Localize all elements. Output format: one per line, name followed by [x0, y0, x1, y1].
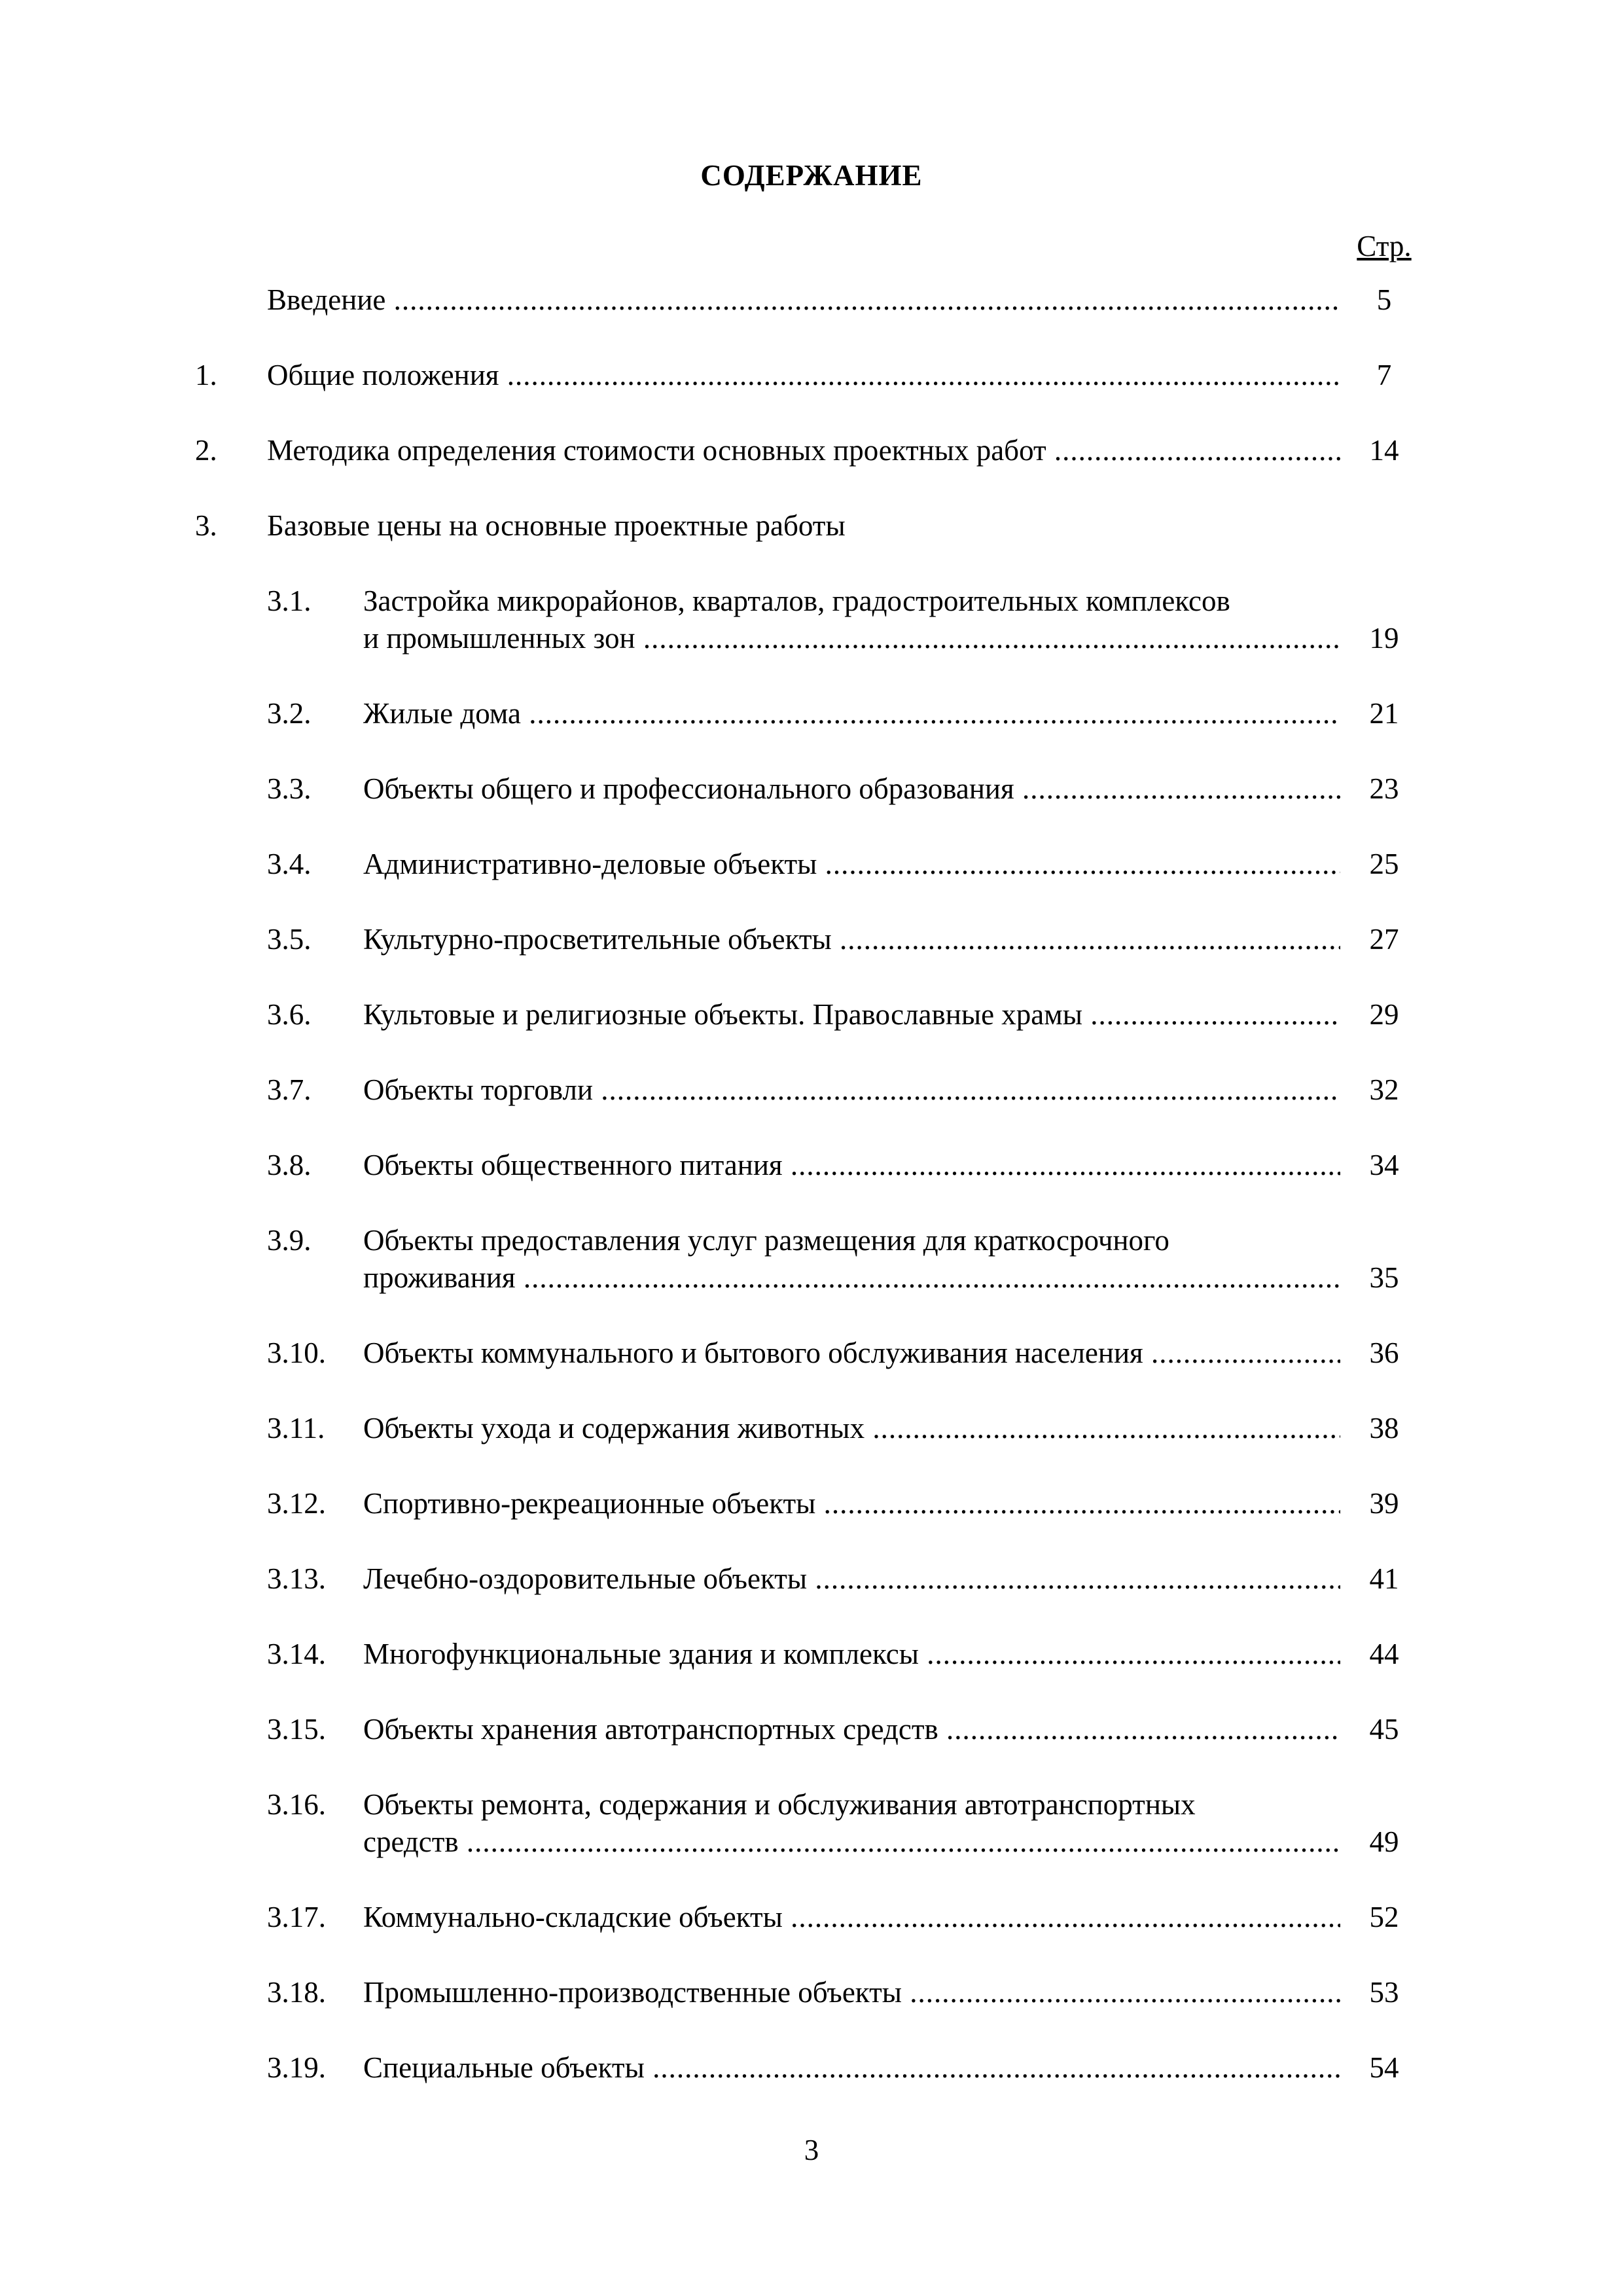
- toc-entry-3-4[interactable]: [0, 844, 1623, 884]
- toc-entry-text: проживания .....: [363, 1258, 1340, 1297]
- toc-entry-text: Жилые дома .....: [363, 694, 1340, 733]
- toc-entry-page: 35: [1369, 1261, 1399, 1294]
- toc-entry-3[interactable]: [0, 506, 1623, 545]
- toc-entry-text: Объекты общего и профессионального образования .....: [363, 769, 1340, 808]
- toc-entry-number: 3.3.: [267, 772, 312, 805]
- toc-entry-text: Введение .....: [267, 280, 1340, 319]
- page-column-header: Стр.: [1357, 230, 1412, 262]
- toc-entry-number: 3.: [195, 509, 217, 542]
- toc-entry-text-line1: Объекты предоставления услуг размещения для краткосрочного: [363, 1224, 1169, 1257]
- toc-entry-page: 23: [1369, 772, 1399, 805]
- toc-entry-page: 41: [1369, 1562, 1399, 1595]
- toc-entry-3-13[interactable]: [0, 1559, 1623, 1598]
- toc-entry-number: 3.14.: [267, 1638, 326, 1670]
- toc-entry-page: 29: [1369, 998, 1399, 1031]
- toc-entry-3-10[interactable]: [0, 1333, 1623, 1372]
- toc-entry-text: Базовые цены на основные проектные работы: [267, 509, 846, 542]
- toc-entry-text: Методика определения стоимости основных проектных работ .....: [267, 431, 1340, 470]
- toc-entry-number: 3.6.: [267, 998, 312, 1031]
- toc-entry-page: 36: [1369, 1336, 1399, 1369]
- toc-entry-3-15[interactable]: [0, 1710, 1623, 1749]
- toc-entry-text: Общие положения .....: [267, 355, 1340, 395]
- toc-entry-text: Объекты коммунального и бытового обслуживания населения .....: [363, 1333, 1340, 1372]
- page-number: 3: [804, 2134, 819, 2166]
- toc-entry-text: Промышленно-производственные объекты .....: [363, 1973, 1340, 2012]
- toc-entry-number: 1.: [195, 359, 217, 391]
- toc-entry-page: 44: [1369, 1638, 1399, 1670]
- toc-entry-number: 3.5.: [267, 923, 312, 956]
- toc-entry-3-3[interactable]: [0, 769, 1623, 808]
- toc-entry-3-9[interactable]: [0, 1221, 1623, 1294]
- toc-entry-3-18[interactable]: [0, 1973, 1623, 2012]
- toc-entry-text: Культурно-просветительные объекты .....: [363, 920, 1340, 959]
- toc-entry-text: Многофункциональные здания и комплексы .....: [363, 1634, 1340, 1674]
- toc-entry-2[interactable]: [0, 431, 1623, 470]
- toc-entry-page: 52: [1369, 1901, 1399, 1933]
- toc-entry-3-11[interactable]: [0, 1408, 1623, 1448]
- toc-entry-page: 27: [1369, 923, 1399, 956]
- toc-entry-3-16[interactable]: [0, 1785, 1623, 1858]
- toc-entry-number: 3.2.: [267, 697, 312, 730]
- toc-entry-3-14[interactable]: [0, 1634, 1623, 1674]
- toc-entry-text: Лечебно-оздоровительные объекты .....: [363, 1559, 1340, 1598]
- page-title: СОДЕРЖАНИЕ: [700, 159, 923, 192]
- toc-entry-number: 3.19.: [267, 2051, 326, 2084]
- toc-entry-number: 3.11.: [267, 1412, 325, 1444]
- toc-entry-1[interactable]: [0, 355, 1623, 395]
- toc-entry-page: 39: [1369, 1487, 1399, 1520]
- toc-entry-number: 3.1.: [267, 584, 312, 617]
- toc-entry-page: 45: [1369, 1713, 1399, 1746]
- toc-entry-3-19[interactable]: [0, 2048, 1623, 2087]
- toc-entry-number: 2.: [195, 434, 217, 467]
- toc-entry-text: Коммунально-складские объекты .....: [363, 1897, 1340, 1937]
- toc-entry-text: Административно-деловые объекты .....: [363, 844, 1340, 884]
- toc-entry-3-12[interactable]: [0, 1484, 1623, 1523]
- toc-entry-number: 3.7.: [267, 1073, 312, 1106]
- toc-entry-text: Объекты торговли .....: [363, 1070, 1340, 1109]
- toc-entry-page: 7: [1376, 359, 1392, 391]
- toc-entry-3-6[interactable]: [0, 995, 1623, 1034]
- toc-entry-page: 53: [1369, 1976, 1399, 2009]
- toc-entry-page: 38: [1369, 1412, 1399, 1444]
- toc-entry-page: 49: [1369, 1825, 1399, 1858]
- toc-entry-text: средств .....: [363, 1822, 1340, 1861]
- toc-entry-page: 25: [1369, 848, 1399, 880]
- toc-entry-page: 34: [1369, 1149, 1399, 1181]
- toc-entry-intro[interactable]: [0, 280, 1623, 319]
- toc-entry-text: Культовые и религиозные объекты. Православные храмы .....: [363, 995, 1340, 1034]
- toc-entry-number: 3.15.: [267, 1713, 326, 1746]
- toc-entry-number: 3.9.: [267, 1224, 312, 1257]
- toc-entry-text: Спортивно-рекреационные объекты .....: [363, 1484, 1340, 1523]
- toc-entry-number: 3.17.: [267, 1901, 326, 1933]
- toc-entry-3-2[interactable]: [0, 694, 1623, 733]
- toc-entry-text: и промышленных зон .....: [363, 619, 1340, 658]
- toc-entry-page: 19: [1369, 622, 1399, 655]
- toc-entry-text: Объекты ухода и содержания животных .....: [363, 1408, 1340, 1448]
- toc-entry-number: 3.13.: [267, 1562, 326, 1595]
- toc-entry-text-line1: Объекты ремонта, содержания и обслуживания автотранспортных: [363, 1788, 1196, 1821]
- toc-entry-3-7[interactable]: [0, 1070, 1623, 1109]
- toc-entry-page: 5: [1376, 283, 1392, 316]
- toc-entry-3-17[interactable]: [0, 1897, 1623, 1937]
- toc-entry-3-8[interactable]: [0, 1145, 1623, 1185]
- toc-entry-number: 3.16.: [267, 1788, 326, 1821]
- toc-entry-number: 3.8.: [267, 1149, 312, 1181]
- toc-entry-number: 3.12.: [267, 1487, 326, 1520]
- toc-entry-text-line1: Застройка микрорайонов, кварталов, градостроительных комплексов: [363, 584, 1230, 617]
- toc-entry-page: 32: [1369, 1073, 1399, 1106]
- toc-entry-number: 3.4.: [267, 848, 312, 880]
- toc-entry-text: Объекты общественного питания .....: [363, 1145, 1340, 1185]
- toc-entry-text: Специальные объекты .....: [363, 2048, 1340, 2087]
- toc-entry-3-5[interactable]: [0, 920, 1623, 959]
- toc-entry-number: 3.18.: [267, 1976, 326, 2009]
- toc-entry-3-1[interactable]: [0, 581, 1623, 655]
- toc-entry-page: 21: [1369, 697, 1399, 730]
- toc-entry-text: Объекты хранения автотранспортных средств .....: [363, 1710, 1340, 1749]
- toc-entry-page: 14: [1369, 434, 1399, 467]
- toc-entry-page: 54: [1369, 2051, 1399, 2084]
- toc-entry-number: 3.10.: [267, 1336, 326, 1369]
